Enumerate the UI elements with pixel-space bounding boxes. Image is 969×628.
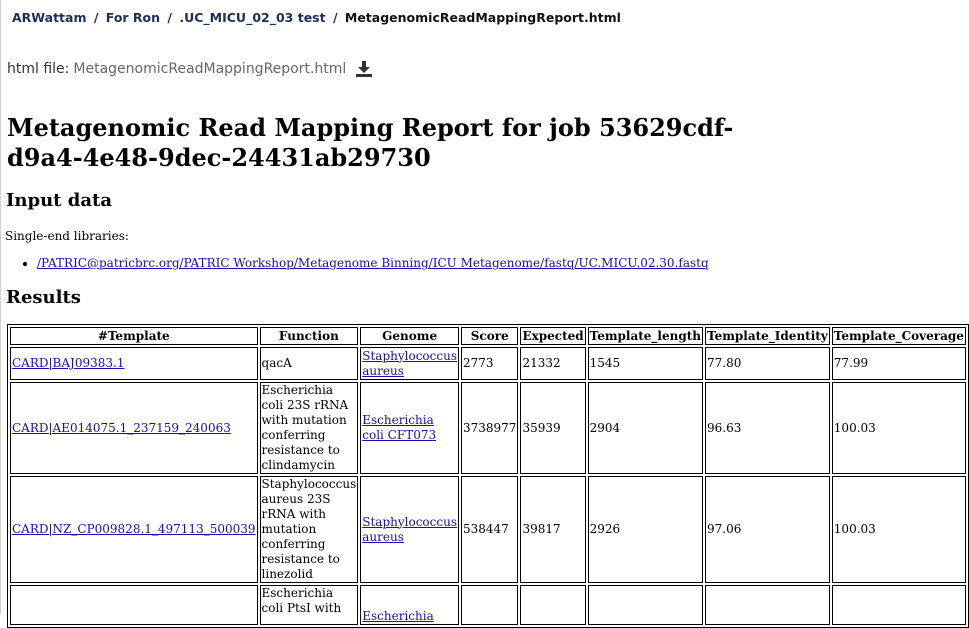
template-link[interactable]: CARD|AE014075.1_237159_240063	[12, 420, 231, 435]
expected-cell: 21332	[520, 347, 585, 380]
function-cell: Staphylococcus aureus 23S rRNA with mutation conferring resistance to linezolid	[261, 477, 357, 581]
template-length-cell	[588, 585, 703, 625]
libraries-label: Single-end libraries:	[5, 229, 129, 243]
template-coverage-cell: 100.03	[832, 476, 966, 583]
column-header-template-coverage: Template_Coverage	[833, 329, 964, 343]
input-data-heading: Input data	[6, 190, 112, 211]
table-row	[10, 347, 966, 380]
column-header-genome: Genome	[360, 327, 459, 345]
results-table	[7, 324, 969, 628]
breadcrumb-separator: /	[167, 10, 172, 25]
template-identity-cell: 77.80	[705, 347, 830, 380]
breadcrumb-separator: /	[332, 10, 338, 25]
table-row	[10, 382, 966, 474]
genome-link[interactable]: Staphylococcus aureus	[362, 348, 457, 378]
score-cell	[461, 585, 518, 625]
genome-cell	[360, 347, 459, 380]
genome-cell	[360, 476, 459, 583]
template-link[interactable]: CARD|BAJ09383.1	[12, 356, 125, 370]
file-type-label: html file:	[7, 61, 70, 77]
download-icon[interactable]	[354, 59, 374, 79]
template-cell	[10, 585, 258, 625]
template-length-cell: 1545	[588, 347, 703, 380]
template-coverage-cell: 100.03	[832, 382, 966, 474]
expected-cell	[520, 585, 585, 625]
score-cell: 538447	[461, 476, 518, 583]
column-header-template: #Template	[10, 327, 258, 345]
score-cell: 2773	[461, 347, 518, 380]
table-row	[10, 585, 966, 625]
table-header-row	[10, 327, 966, 345]
column-header-expected: Expected	[522, 329, 584, 343]
template-cell	[10, 476, 258, 583]
column-header-template-identity: Template_Identity	[707, 329, 828, 343]
file-name: MetagenomicReadMappingReport.html	[73, 61, 347, 77]
breadcrumb-separator: /	[93, 10, 99, 25]
template-identity-cell	[705, 585, 830, 625]
column-header-function: Function	[260, 327, 359, 345]
genome-link[interactable]: Staphylococcus aureus	[362, 514, 457, 544]
libraries-list	[21, 256, 709, 270]
breadcrumb-item-job-folder[interactable]: .UC_MICU_02_03 test	[179, 10, 326, 25]
function-cell: Escherichia coli PtsI with	[260, 585, 359, 625]
genome-link[interactable]: Escherichia	[362, 609, 434, 623]
genome-cell	[360, 382, 459, 474]
expected-cell: 35939	[520, 382, 585, 474]
template-identity-cell: 97.06	[705, 476, 830, 583]
column-header-score: Score	[461, 327, 518, 345]
template-link[interactable]: CARD|NZ_CP009828.1_497113_500039	[12, 522, 256, 536]
template-cell	[10, 382, 258, 474]
breadcrumb-item-folder[interactable]: For Ron	[105, 10, 161, 25]
expected-cell: 39817	[520, 476, 585, 583]
template-cell	[10, 347, 258, 380]
template-length-cell: 2904	[588, 382, 703, 474]
column-header-template-length: Template_length	[589, 329, 702, 343]
list-item	[37, 256, 709, 270]
report-title: Metagenomic Read Mapping Report for job 53629cdf-d9a4-4e48-9dec-24431ab29730	[7, 113, 734, 172]
breadcrumb	[12, 10, 621, 25]
file-bar	[7, 59, 374, 79]
library-link[interactable]: /PATRIC@patricbrc.org/PATRIC Workshop/Metagenome Binning/ICU Metagenome/fastq/UC.MICU.02.30.fastq	[37, 256, 709, 270]
template-length-cell: 2926	[588, 476, 703, 583]
results-heading: Results	[6, 287, 81, 308]
table-row	[10, 476, 966, 583]
genome-link[interactable]: Escherichia coli CFT073	[362, 413, 437, 442]
score-cell: 3738977	[461, 382, 518, 474]
template-coverage-cell: 77.99	[832, 347, 966, 380]
function-cell: Escherichia coli 23S rRNA with mutation conferring resistance to clindamycin	[260, 382, 359, 474]
template-coverage-cell	[832, 585, 966, 625]
template-identity-cell: 96.63	[705, 382, 830, 474]
breadcrumb-current: MetagenomicReadMappingReport.html	[344, 10, 621, 25]
breadcrumb-item-user[interactable]: ARWattam	[12, 10, 87, 25]
genome-cell	[360, 585, 459, 625]
function-cell: qacA	[260, 347, 359, 380]
